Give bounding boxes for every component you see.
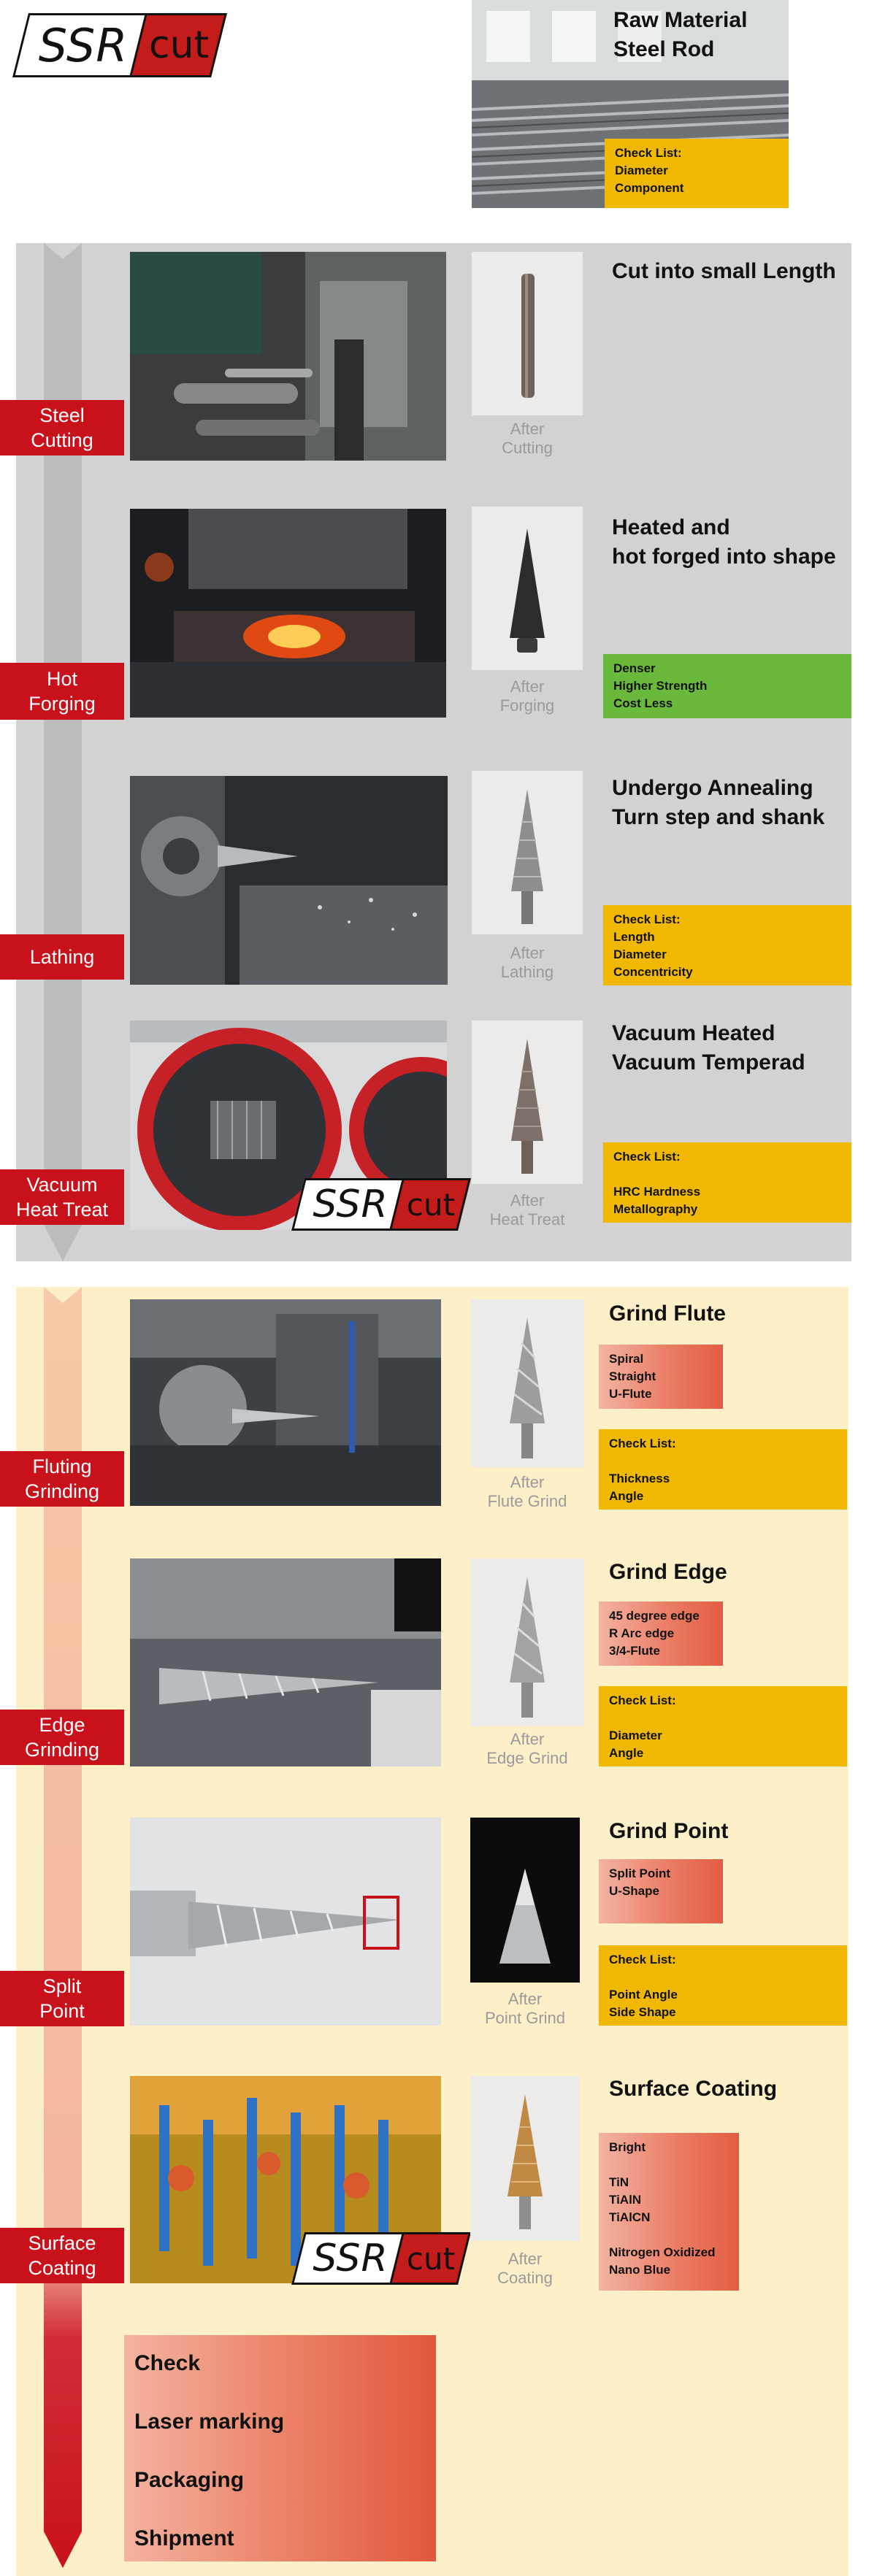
edge-grinding-checklist: Check List: Diameter Angle [599,1686,847,1766]
split-point-checklist: Check List: Point Angle Side Shape [599,1945,847,2026]
lathing-photo [130,776,448,985]
after-forging-product [472,507,583,670]
after-edge-grind-caption: After Edge Grind [486,1730,568,1767]
flute-types: Spiral Straight U-Flute [599,1345,723,1409]
final-step-laser-marking: Laser marking [134,2410,285,2434]
vacuum-heat-treat-title: Vacuum Heated Vacuum Temperad [612,1021,805,1074]
ssrcut-logo-overlay-heat-treat [298,1178,467,1231]
edge-grinding-photo [130,1558,441,1766]
after-heat-treat-caption: After Heat Treat [489,1191,565,1229]
stage-label-edge-grinding: Edge Grinding [0,1710,124,1765]
after-point-grind-product [470,1818,580,1983]
lathing-title: Undergo Annealing Turn step and shank [612,776,825,829]
coating-types: Bright TiN TiAlN TiAlCN Nitrogen Oxidized Nano Blue [599,2133,739,2291]
after-cutting-product [472,252,583,415]
lathing-checklist: Check List: Length Diameter Concentricity [603,905,851,985]
logo-ssr-text: SSR [313,2237,388,2280]
fluting-grinding-checklist: Check List: Thickness Angle [599,1429,847,1510]
final-step-shipment: Shipment [134,2526,234,2550]
raw-material-checklist: Check List: Diameter Component [605,139,789,208]
fluting-grinding-title: Grind Flute [609,1302,726,1326]
after-flute-grind-caption: After Flute Grind [487,1473,567,1510]
ssrcut-logo-overlay-coating [298,2232,467,2285]
after-forging-caption: After Forging [499,677,555,715]
after-heat-treat-product [472,1020,583,1184]
logo-cut-text: cut [149,23,209,67]
after-lathing-caption: After Lathing [500,944,554,981]
final-steps-box [124,2335,436,2561]
final-step-packaging: Packaging [134,2468,245,2492]
stage-label-lathing: Lathing [0,934,124,980]
raw-material-title: Raw Material Steel Rod [613,8,748,61]
steel-cutting-photo [130,252,446,461]
final-step-check: Check [134,2351,201,2375]
process-arrow-gray [44,243,82,1261]
fluting-grinding-photo [130,1299,441,1506]
stage-label-hot-forging: Hot Forging [0,663,124,720]
after-lathing-product [472,771,583,934]
vacuum-heat-treat-checklist: Check List: HRC Hardness Metallography [603,1142,851,1223]
hot-forging-photo [130,509,446,718]
point-highlight-frame [363,1896,399,1950]
stage-label-fluting-grinding: Fluting Grinding [0,1451,124,1507]
split-point-title: Grind Point [609,1819,729,1843]
logo-cut-text: cut [406,1186,456,1223]
logo-ssr-text: SSR [313,1183,388,1226]
logo-ssr-text: SSR [38,18,129,72]
stage-label-surface-coating: Surface Coating [0,2228,124,2283]
after-edge-grind-product [470,1558,584,1726]
edge-types: 45 degree edge R Arc edge 3/4-Flute [599,1602,723,1666]
point-types: Split Point U-Shape [599,1859,723,1923]
ssrcut-logo [20,13,223,77]
stage-label-vacuum-heat-treat: Vacuum Heat Treat [0,1169,124,1225]
steel-cutting-title: Cut into small Length [612,259,836,283]
after-cutting-caption: After Cutting [502,420,553,457]
logo-cut-text: cut [406,2240,456,2277]
after-point-grind-caption: After Point Grind [484,1990,566,2027]
surface-coating-title: Surface Coating [609,2077,778,2101]
hot-forging-benefits: Denser Higher Strength Cost Less [603,654,851,718]
stage-label-split-point: Split Point [0,1971,124,2026]
stage-label-steel-cutting: Steel Cutting [0,400,124,455]
after-coating-product [470,2076,580,2241]
after-coating-caption: After Coating [497,2250,553,2287]
hot-forging-title: Heated and hot forged into shape [612,515,836,569]
edge-grinding-title: Grind Edge [609,1560,727,1584]
after-flute-grind-product [470,1299,584,1467]
